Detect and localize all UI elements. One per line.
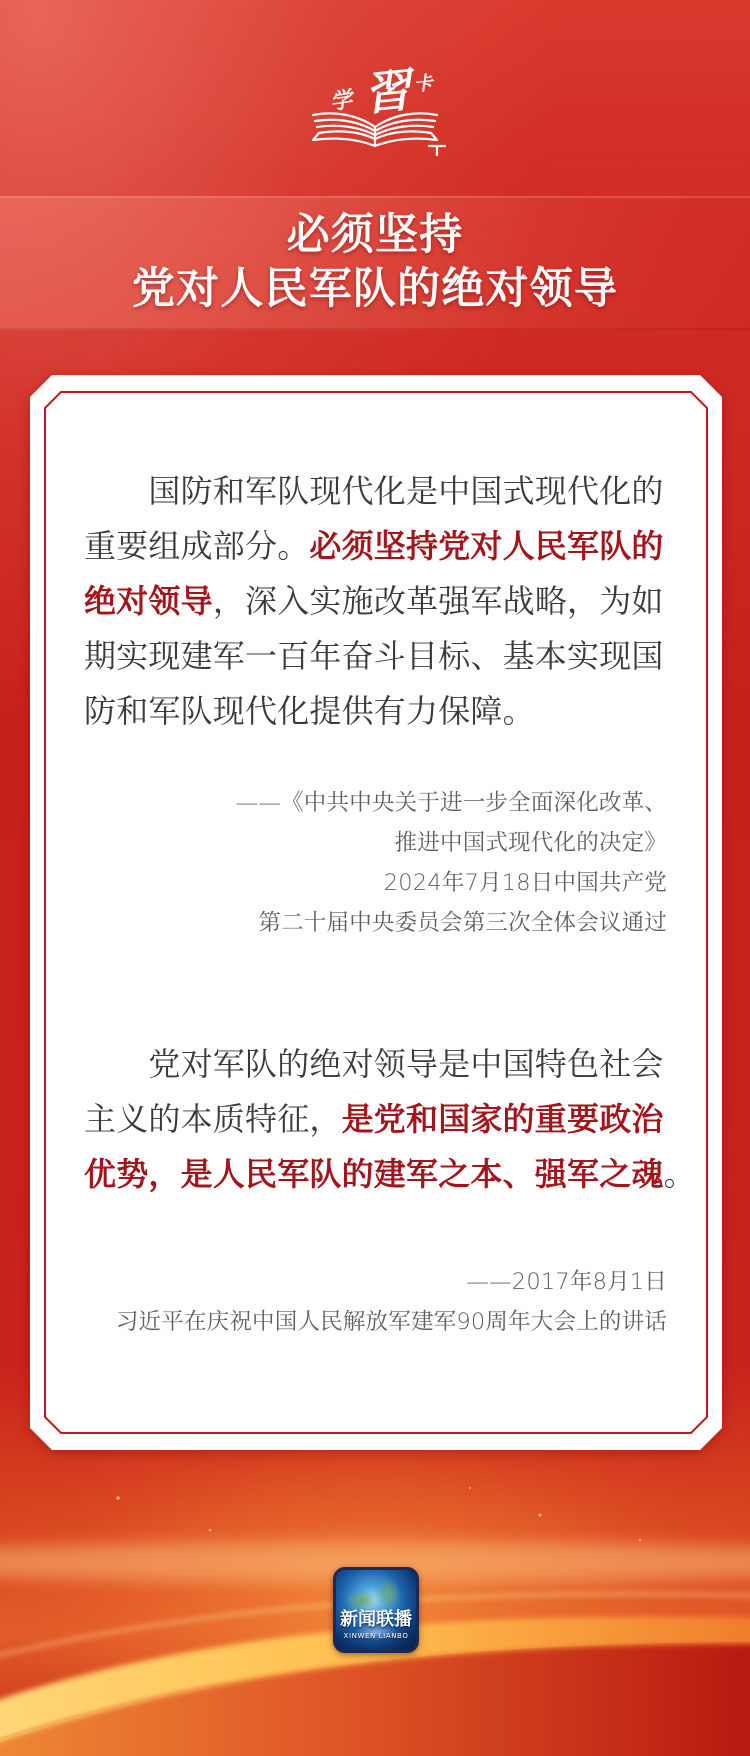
quote-text: 主义的本质特征， bbox=[84, 1100, 342, 1138]
quote-text: 党对军队的绝对领导是中国特色社会 bbox=[148, 1045, 664, 1083]
quote-1-line bbox=[84, 629, 724, 684]
quote-1-line bbox=[84, 464, 724, 519]
title-line-2: 党对人民军队的绝对领导 bbox=[131, 265, 619, 313]
source-line: 习近平在庆祝中国人民解放军建军90周年大会上的讲话 bbox=[115, 1309, 667, 1335]
quote-1-source bbox=[47, 783, 667, 943]
quote-2 bbox=[84, 1037, 724, 1202]
quote-text: 期实现建军一百年奋斗目标、基本实现国 bbox=[84, 637, 664, 675]
source-line: ——《中共中央关于进一步全面深化改革、 bbox=[235, 790, 667, 816]
quote-emphasis: 优势，是人民军队的建军之本、强军之魂 bbox=[84, 1155, 664, 1193]
logo-char-2: 習 bbox=[361, 62, 413, 122]
quote-text: 国防和军队现代化是中国式现代化的 bbox=[148, 472, 664, 510]
quote-text: 防和军队现代化提供有力保障。 bbox=[84, 692, 535, 730]
quote-2-line bbox=[84, 1147, 724, 1202]
quote-text: ，深入实施改革强军战略，为如 bbox=[212, 582, 664, 620]
source-line: 推进中国式现代化的决定》 bbox=[394, 830, 667, 856]
quote-emphasis: 必须坚持党对人民军队的 bbox=[309, 527, 664, 565]
logo-char-3: 卡 bbox=[412, 72, 434, 96]
quote-2-line bbox=[84, 1037, 724, 1092]
xinwen-lianbo-logo bbox=[333, 1567, 419, 1653]
sparkle bbox=[539, 1514, 542, 1517]
broadcast-name: 新闻联播 bbox=[340, 1609, 412, 1630]
quote-1-line bbox=[84, 519, 724, 574]
globe-icon bbox=[336, 1570, 416, 1650]
quote-emphasis: 绝对领导 bbox=[84, 582, 213, 620]
sparkle bbox=[116, 1496, 119, 1499]
source-line: 2024年7月18日中国共产党 bbox=[383, 870, 667, 896]
quote-1-line bbox=[84, 684, 724, 739]
broadcast-pinyin: XINWEN LIANBO bbox=[343, 1632, 409, 1640]
title-band-bottom-edge bbox=[0, 328, 750, 330]
quote-2-source bbox=[47, 1262, 667, 1342]
source-line: 第二十届中央委员会第三次全体会议通过 bbox=[258, 910, 667, 936]
quote-text: 重要组成部分。 bbox=[84, 527, 310, 565]
logo-char-1: 学 bbox=[328, 86, 354, 116]
sparkle bbox=[469, 1487, 471, 1489]
quote-text: 。 bbox=[663, 1155, 696, 1193]
title-line-1: 必须坚持 bbox=[286, 211, 464, 259]
study-card-logo bbox=[300, 55, 450, 160]
quote-emphasis: 是党和国家的重要政治 bbox=[341, 1100, 664, 1138]
source-line: ——2017年8月1日 bbox=[466, 1269, 667, 1295]
title-band-top-edge bbox=[0, 196, 750, 198]
sparkle bbox=[209, 1529, 211, 1531]
quote-1-line bbox=[84, 574, 724, 629]
quote-1 bbox=[84, 464, 724, 739]
quote-2-line bbox=[84, 1092, 724, 1147]
page-title bbox=[0, 208, 750, 316]
sparkle bbox=[639, 1539, 641, 1541]
